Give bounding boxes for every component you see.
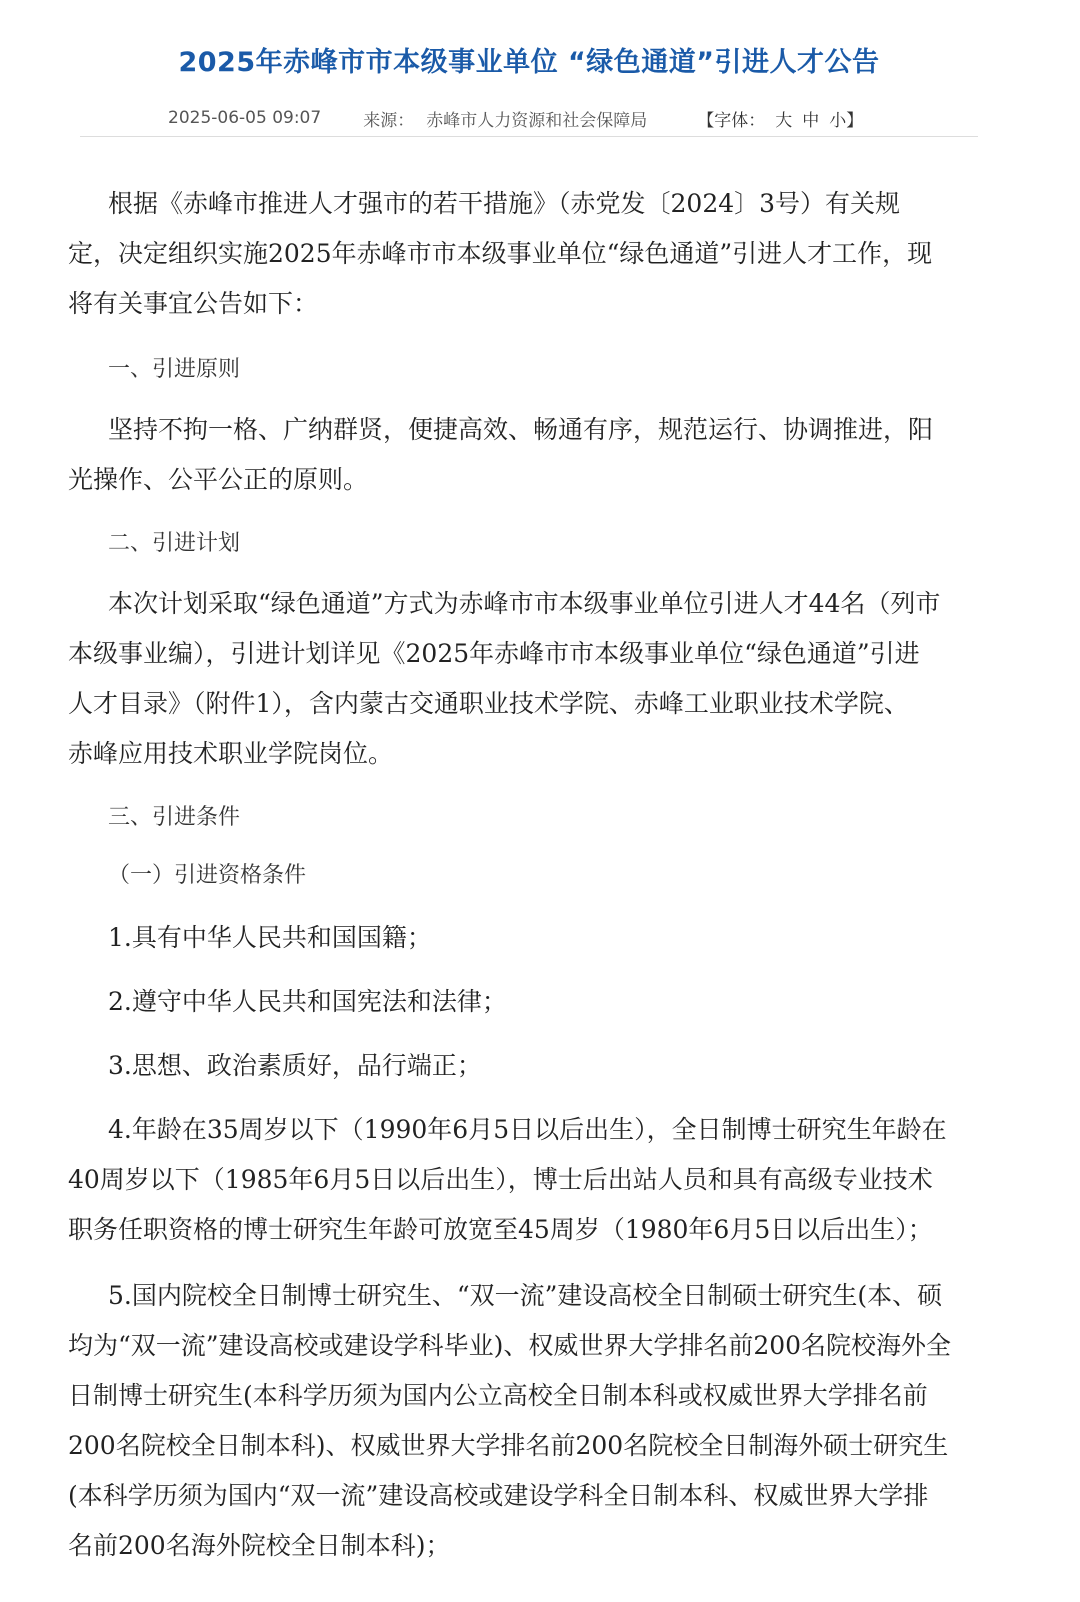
intro-line: 将有关事宜公告如下： xyxy=(68,289,319,318)
font-size-control xyxy=(697,106,863,131)
publish-date: 2025-06-05 09:07 xyxy=(168,108,322,128)
font-size-label: 【字体： xyxy=(697,110,766,131)
condition-item: 4.年龄在35周岁以下（1990年6月5日以后出生），全日制博士研究生年龄在 xyxy=(108,1115,947,1144)
font-size-small-button[interactable]: 小】 xyxy=(829,110,864,131)
plan-line: 人才目录》（附件1），含内蒙古交通职业技术学院、赤峰工业职业技术学院、 xyxy=(68,689,909,718)
section-heading-conditions: 三、引进条件 xyxy=(108,805,241,830)
condition-item-continued: 40周岁以下（1985年6月5日以后出生），博士后出站人员和具有高级专业技术 xyxy=(68,1165,933,1194)
intro-line: 根据《赤峰市推进人才强市的若干措施》（赤党发〔2024〕3号）有关规 xyxy=(108,189,901,218)
condition-item: 2.遵守中华人民共和国宪法和法律； xyxy=(108,987,507,1016)
article-title: 2025年赤峰市市本级事业单位 “绿色通道”引进人才公告 xyxy=(178,47,880,78)
article-meta xyxy=(168,104,863,132)
condition-item: 5.国内院校全日制博士研究生、“双一流”建设高校全日制硕士研究生(本、硕 xyxy=(108,1281,943,1310)
condition-item: 1.具有中华人民共和国国籍； xyxy=(108,923,432,952)
font-size-large-button[interactable]: 大 xyxy=(775,110,793,131)
font-size-medium-button[interactable]: 中 xyxy=(802,110,820,131)
principles-line: 光操作、公平公正的原则。 xyxy=(68,465,369,494)
subsection-heading-qualifications: （一）引进资格条件 xyxy=(108,863,307,888)
section-heading-principles: 一、引进原则 xyxy=(108,357,241,382)
condition-item-continued: 均为“双一流”建设高校或建设学科毕业)、权威世界大学排名前200名院校海外全 xyxy=(68,1331,952,1360)
source-value: 赤峰市人力资源和社会保障局 xyxy=(426,110,648,131)
principles-line: 坚持不拘一格、广纳群贤，便捷高效、畅通有序，规范运行、协调推进，阳 xyxy=(108,415,934,444)
intro-line: 定，决定组织实施2025年赤峰市市本级事业单位“绿色通道”引进人才工作，现 xyxy=(68,239,933,268)
condition-item-continued: 职务任职资格的博士研究生年龄可放宽至45周岁（1980年6月5日以后出生）； xyxy=(68,1215,933,1244)
condition-item-continued: 200名院校全日制本科)、权威世界大学排名前200名院校全日制海外硕士研究生 xyxy=(68,1431,949,1460)
section-heading-plan: 二、引进计划 xyxy=(108,531,241,556)
plan-line: 本次计划采取“绿色通道”方式为赤峰市市本级事业单位引进人才44名（列市 xyxy=(108,589,941,618)
header-divider xyxy=(80,136,978,137)
plan-line: 赤峰应用技术职业学院岗位。 xyxy=(68,739,394,768)
condition-item: 3.思想、政治素质好，品行端正； xyxy=(108,1051,482,1080)
condition-item-continued: 日制博士研究生(本科学历须为国内公立高校全日制本科或权威世界大学排名前 xyxy=(68,1381,928,1410)
condition-item-continued: (本科学历须为国内“双一流”建设高校或建设学科全日制本科、权威世界大学排 xyxy=(68,1481,929,1510)
plan-line: 本级事业编），引进计划详见《2025年赤峰市市本级事业单位“绿色通道”引进 xyxy=(68,639,920,668)
condition-item-continued: 名前200名海外院校全日制本科)； xyxy=(68,1531,451,1560)
source-label: 来源： xyxy=(363,110,415,131)
